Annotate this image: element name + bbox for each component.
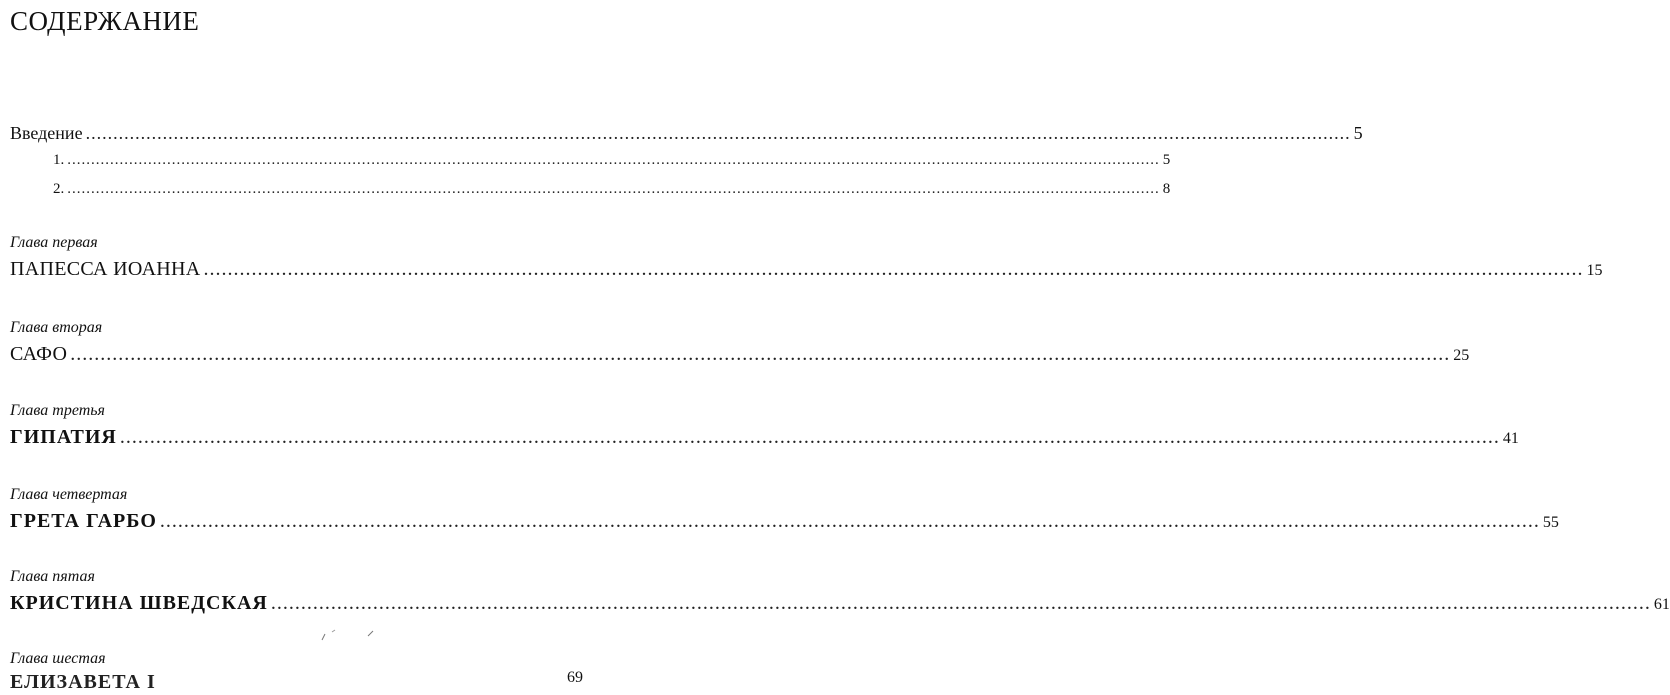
- toc-page-number: 61: [1653, 596, 1670, 613]
- dot-leader: [204, 256, 1584, 282]
- toc-entry-chapter-1[interactable]: [10, 256, 1603, 284]
- dot-leader: [160, 508, 1540, 534]
- toc-subentry-label: 2.: [53, 181, 65, 197]
- toc-entry-title: ГИПАТИЯ: [10, 426, 117, 448]
- toc-subentry-2[interactable]: [10, 179, 1171, 199]
- toc-entry-title: ГРЕТА ГАРБО: [10, 510, 157, 532]
- toc-page-number: 25: [1453, 347, 1470, 364]
- toc-entry-title: Введение: [10, 123, 83, 143]
- toc-entry-chapter-6[interactable]: [10, 664, 585, 693]
- toc-subentry-1[interactable]: [10, 150, 1171, 170]
- dot-leader: [271, 590, 1651, 616]
- toc-subentry-label: 1.: [53, 152, 65, 168]
- toc-entry-chapter-5[interactable]: [10, 590, 1670, 618]
- chapter-kicker: Глава первая: [10, 234, 98, 251]
- page-title: СОДЕРЖАНИЕ: [10, 6, 200, 36]
- dot-leader: [86, 122, 1351, 144]
- toc-entry-chapter-4[interactable]: [10, 508, 1559, 536]
- dot-leader: [70, 341, 1450, 367]
- toc-page-number: 5: [1353, 123, 1363, 143]
- dot-leader: [67, 179, 1160, 199]
- chapter-kicker: Глава четвертая: [10, 486, 128, 503]
- toc-entry-chapter-2[interactable]: [10, 341, 1470, 369]
- toc-entry-chapter-3[interactable]: [10, 424, 1519, 452]
- toc-page-number: 5: [1162, 152, 1171, 168]
- toc-page-number: 55: [1542, 514, 1559, 531]
- toc-entry-title: САФО: [10, 343, 68, 365]
- chapter-kicker: Глава третья: [10, 402, 105, 419]
- toc-entry-title: КРИСТИНА ШВЕДСКАЯ: [10, 592, 268, 614]
- toc-page-number: 15: [1586, 262, 1603, 279]
- dot-leader: [67, 150, 1160, 170]
- toc-entry-title: ПАПЕССА ИОАННА: [10, 258, 201, 280]
- toc-entry-title: ЕЛИЗАВЕТА I: [10, 671, 156, 693]
- chapter-kicker: Глава шестая: [10, 650, 106, 667]
- toc-page-number: 8: [1162, 181, 1171, 197]
- toc-page-number: 41: [1502, 430, 1519, 447]
- chapter-kicker: Глава вторая: [10, 319, 103, 336]
- toc-page-number: 69: [567, 669, 583, 686]
- dot-leader: [120, 424, 1500, 450]
- chapter-kicker: Глава пятая: [10, 568, 95, 585]
- toc-entry-intro[interactable]: [10, 122, 1363, 144]
- scan-specks: [318, 628, 378, 644]
